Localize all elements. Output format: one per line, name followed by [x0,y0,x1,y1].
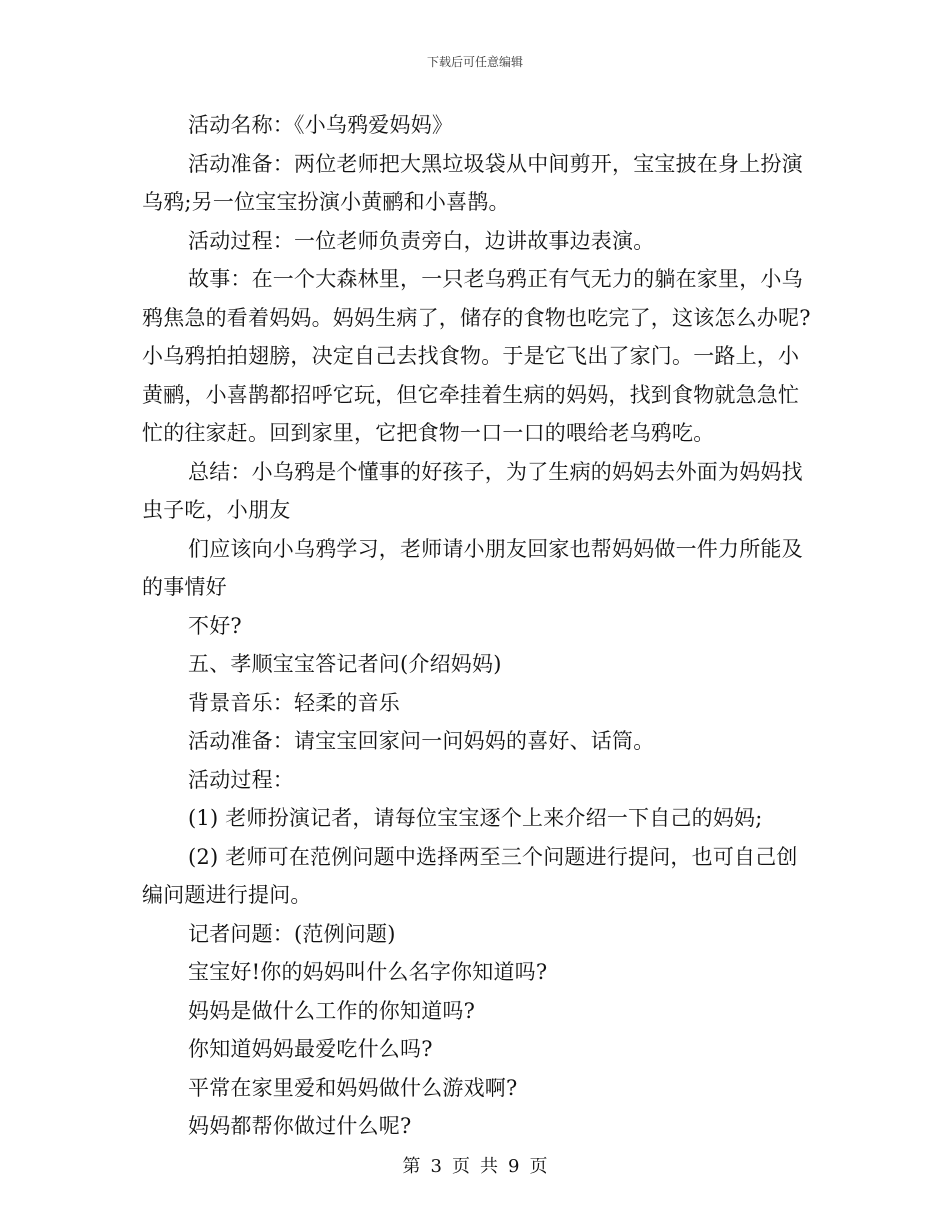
paragraph: 活动准备：请宝宝回家问一问妈妈的喜好、话筒。 [188,729,655,753]
footer-di: 第 [402,1156,421,1177]
paragraph: 活动名称：《小乌鸦爱妈妈》 [188,113,454,137]
paragraph: 故事：在一个大森林里，一只老乌鸦正有气无力的躺在家里，小乌鸦焦急的看着妈妈。妈妈生病了，储存的食物也吃完了，这该怎么办呢?小乌鸦拍拍翅膀，决定自己去找食物。于是它飞出了家门。一路上，小黄鹂，小喜鹊都招呼它玩，但它牵挂着生病的妈妈，找到食物就急急忙忙的往家赶。回到家里，它把食物一口一口的喂给老乌鸦吃。 [142,267,811,445]
question-item: 平常在家里爱和妈妈做什么游戏啊? [188,1075,518,1100]
footer-current-page: 3 [430,1156,442,1177]
paragraph: (2) 老师可在范例问题中选择两至三个问题进行提问，也可自己创编问题进行提问。 [142,844,798,907]
paragraph: 们应该向小乌鸦学习，老师请小朋友回家也帮妈妈做一件力所能及的事情好 [142,536,803,599]
paragraph: 活动过程：一位老师负责旁白，边讲故事边表演。 [188,228,655,253]
paragraph: (1) 老师扮演记者，请每位宝宝逐个上来介绍一下自己的妈妈; [188,806,763,830]
paragraph: 活动过程： [188,767,294,792]
paragraph: 记者问题：(范例问题) [188,921,396,946]
question-item: 你知道妈妈最爱吃什么吗? [188,1037,433,1061]
question-item: 宝宝好!你的妈妈叫什么名字你知道吗? [188,960,548,984]
question-item: 妈妈是做什么工作的你知道吗? [188,998,476,1023]
paragraph: 总结：小乌鸦是个懂事的好孩子，为了生病的妈妈去外面为妈妈找虫子吃，小朋友 [142,459,803,522]
footer-total-pages: 9 [508,1156,520,1177]
paragraph: 不好? [188,613,242,638]
paragraph: 背景音乐：轻柔的音乐 [188,690,400,715]
footer-ye: 页 [529,1156,548,1177]
document-body [142,106,814,1146]
page-header: 下载后可任意编辑 [426,55,523,69]
page-footer [0,1152,950,1178]
section-heading: 五、孝顺宝宝答记者问(介绍妈妈) [188,652,502,676]
question-item: 妈妈都帮你做过什么呢? [188,1114,412,1138]
paragraph: 活动准备：两位老师把大黑垃圾袋从中间剪开，宝宝披在身上扮演乌鸦;另一位宝宝扮演小黄鹂和小喜鹊。 [142,151,803,214]
footer-gong: 共 [480,1156,498,1177]
footer-ye: 页 [452,1156,470,1177]
